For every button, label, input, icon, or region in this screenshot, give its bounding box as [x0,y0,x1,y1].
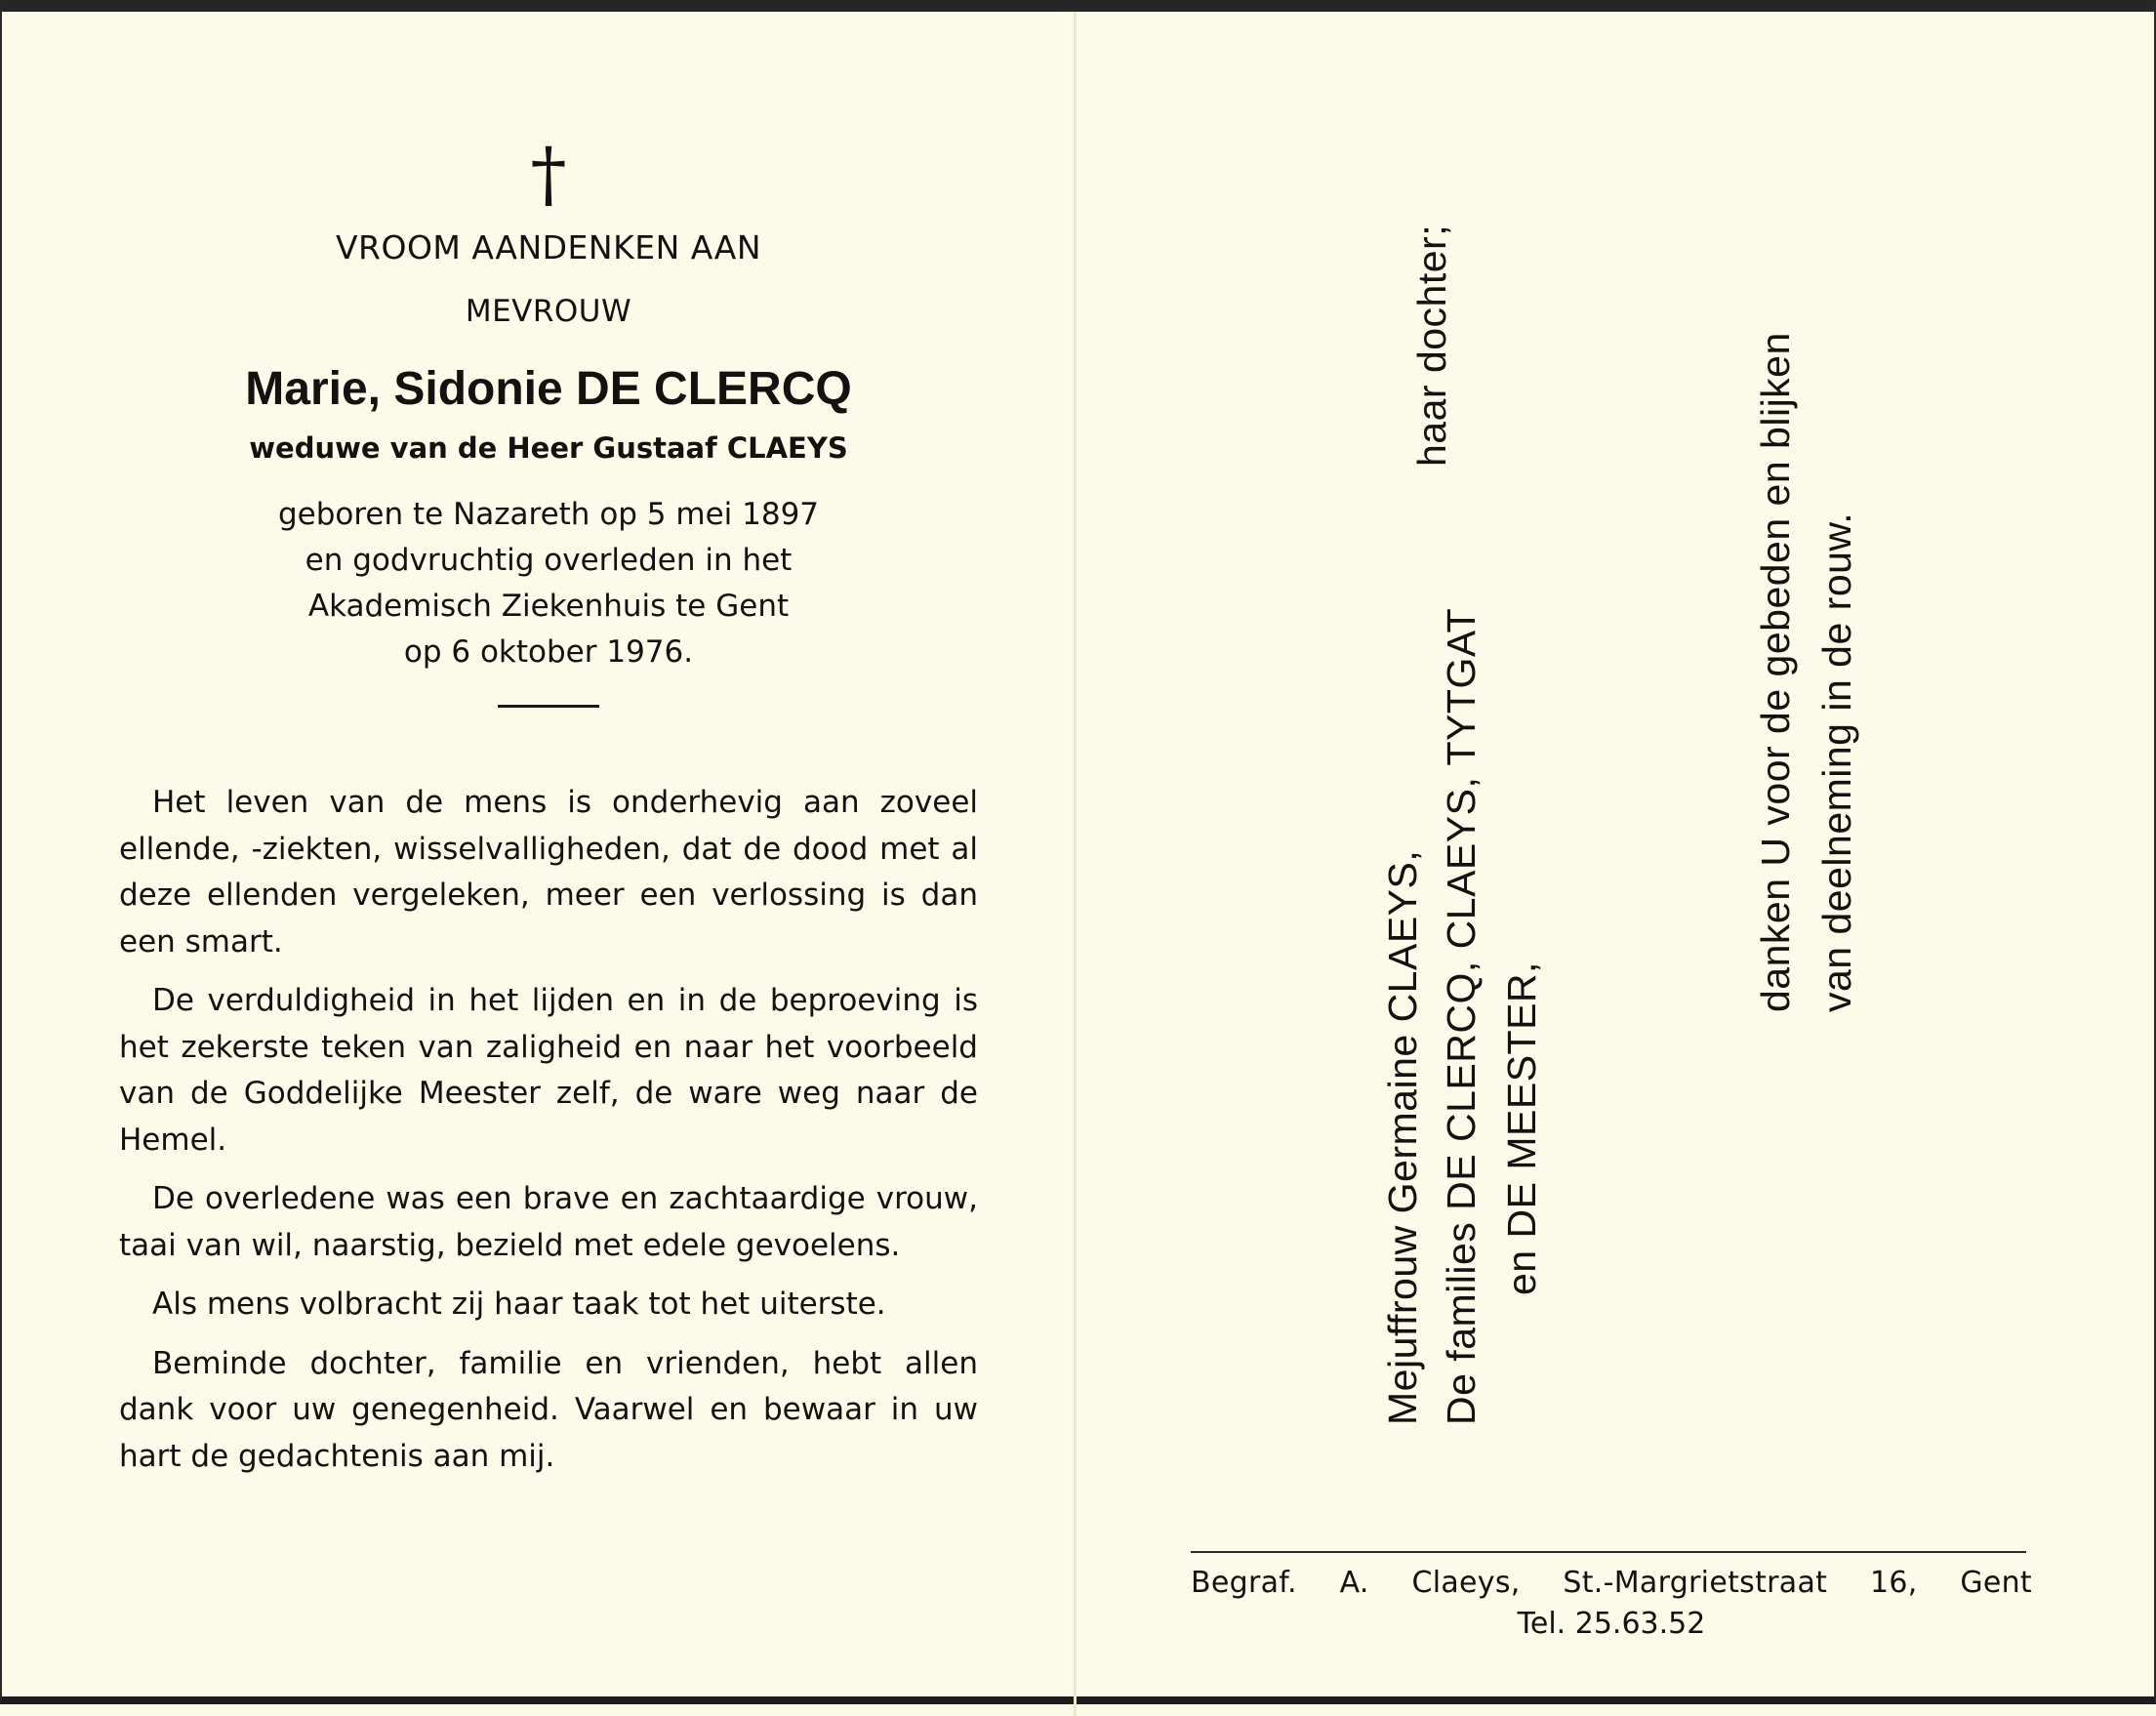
bio-line: Akademisch Ziekenhuis te Gent [307,589,790,624]
heading-line-1: VROOM AANDENKEN AAN [335,228,762,266]
undertaker-address: Begraf. A. Claeys, St.-Margrietstraat 16, Gent [1191,1566,2032,1600]
family-line-3: en DE MEESTER, [1499,961,1544,1295]
bio-line: en godvruchtig overleden in het [305,543,793,578]
left-panel [119,133,978,1492]
undertaker-phone: Tel. 25.63.52 [1517,1607,1706,1641]
paragraph: De overledene was een brave en zachtaardige vrouw, taai van wil, naarstig, bezield met edele gevoelens. [119,1181,978,1263]
family-line-1: Mejuffrouw Germaine CLAEYS, [1380,849,1425,1425]
family-line-2: De families DE CLERCQ, CLAEYS, TYTGAT [1439,607,1484,1425]
paragraph: Het leven van de mens is onderhevig aan zoveel ellende, -ziekten, wisselvalligheden, dat de dood met al deze ellenden vergeleken, meer een verlossing is dan een smart. [119,785,978,960]
widow-of: weduwe van de Heer Gustaaf CLAEYS [249,431,848,465]
divider [498,705,599,708]
bio-line: op 6 oktober 1976. [403,634,694,670]
thanks-line-1: danken U voor de gebeden en blijken [1753,332,1798,1012]
paragraph: Als mens volbracht zij haar taak tot het uiterste. [152,1287,886,1322]
cross-icon: † [530,133,567,217]
footer-rule [1191,1551,2026,1553]
paragraph: De verduldigheid in het lijden en in de beproeving is het zekerste teken van zaligheid en naar het voorbeeld van de Goddelijke Meester zelf, de ware weg naar de Hemel. [119,983,978,1158]
bio-line: geboren te Nazareth op 5 mei 1897 [277,497,820,532]
bio-block [119,492,978,675]
thanks-line-2: van deelneming in de rouw. [1814,511,1859,1012]
card-fold [1074,12,1077,1716]
heading-line-2: MEVROUW [465,294,632,329]
paragraph: Beminde dochter, familie en vrienden, hebt allen dank voor uw genegenheid. Vaarwel en bewaar in uw hart de gedachtenis aan mij. [119,1345,978,1474]
deceased-name: Marie, Sidonie DE CLERCQ [245,363,852,415]
relation-text: haar dochter; [1409,224,1454,467]
